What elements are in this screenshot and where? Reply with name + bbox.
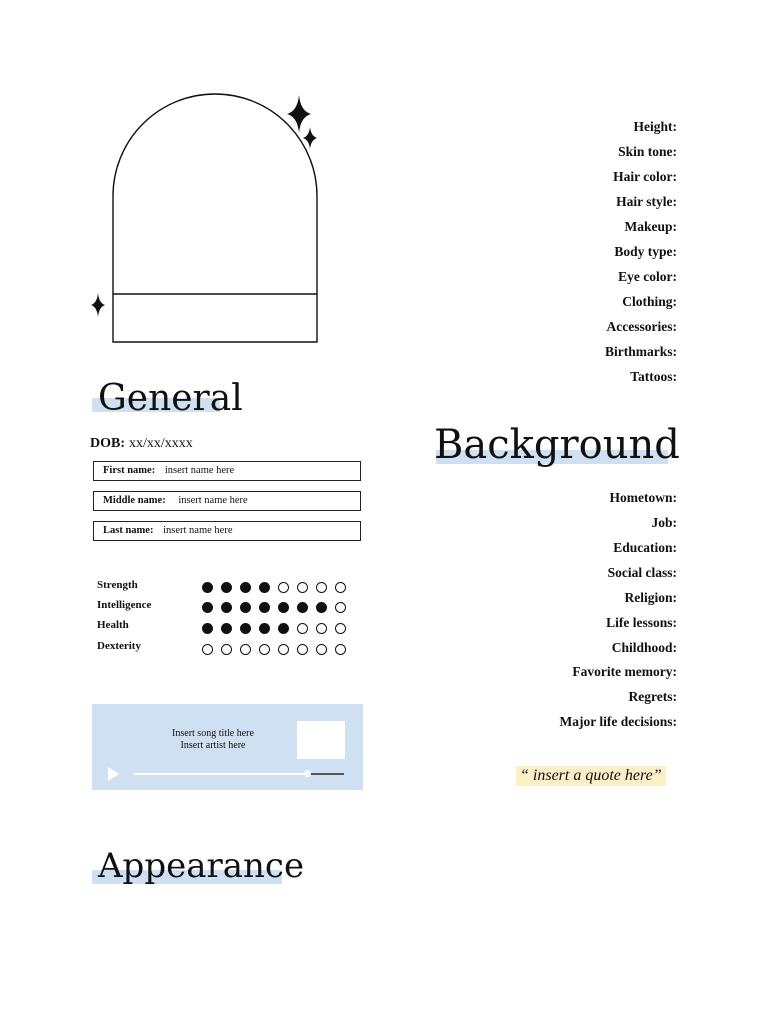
- stat-dot-filled: [202, 623, 213, 634]
- stat-dots-dexterity: [202, 644, 346, 655]
- stat-dot-empty: [278, 644, 289, 655]
- play-icon[interactable]: [108, 767, 119, 781]
- first-name-label: First name:: [103, 465, 156, 476]
- stat-dot-filled: [202, 602, 213, 613]
- heading-appearance: Appearance: [98, 846, 305, 886]
- stat-dots-intelligence: [202, 602, 346, 613]
- middle-name-label: Middle name:: [103, 495, 166, 506]
- progress-handle[interactable]: [304, 770, 311, 777]
- dob-value: xx/xx/xxxx: [129, 436, 193, 451]
- field-childhood: Childhood:: [611, 640, 677, 655]
- field-eye-color: Eye color:: [618, 269, 677, 284]
- stat-dot-empty: [335, 644, 346, 655]
- dob-label: DOB:: [90, 436, 125, 451]
- stat-dot-filled: [278, 623, 289, 634]
- first-name-field[interactable]: [93, 461, 361, 481]
- sparkle-icon: [91, 293, 105, 317]
- field-accessories: Accessories:: [606, 319, 677, 334]
- stat-dot-filled: [259, 602, 270, 613]
- progress-remaining: [308, 773, 344, 775]
- middle-name-value: insert name here: [178, 495, 248, 506]
- stat-dot-filled: [297, 602, 308, 613]
- stat-dot-filled: [316, 602, 327, 613]
- first-name-value: insert name here: [164, 465, 235, 476]
- stat-dot-empty: [221, 644, 232, 655]
- stat-dot-empty: [202, 644, 213, 655]
- album-cover: [297, 721, 345, 759]
- stat-dot-filled: [240, 582, 251, 593]
- stat-label-strength: Strength: [97, 579, 138, 591]
- stat-label-intelligence: Intelligence: [97, 599, 152, 611]
- field-skin-tone: Skin tone:: [618, 144, 677, 159]
- field-favorite-memory: Favorite memory:: [572, 664, 677, 679]
- stat-label-dexterity: Dexterity: [97, 640, 141, 652]
- stat-dot-empty: [316, 644, 327, 655]
- field-clothing: Clothing:: [622, 294, 677, 309]
- stat-dot-empty: [316, 582, 327, 593]
- stat-dot-filled: [221, 623, 232, 634]
- stat-dot-empty: [297, 644, 308, 655]
- field-social-class: Social class:: [607, 565, 677, 580]
- field-job: Job:: [651, 515, 677, 530]
- field-major-life-decisions: Major life decisions:: [559, 714, 677, 729]
- stat-dot-filled: [221, 582, 232, 593]
- stat-dot-empty: [316, 623, 327, 634]
- stat-label-health: Health: [97, 619, 129, 631]
- stat-dot-filled: [221, 602, 232, 613]
- stat-dot-filled: [202, 582, 213, 593]
- field-religion: Religion:: [624, 590, 677, 605]
- field-tattoos: Tattoos:: [630, 369, 677, 384]
- stat-dot-empty: [297, 623, 308, 634]
- field-birthmarks: Birthmarks:: [605, 344, 677, 359]
- dob-field: [90, 436, 193, 452]
- stat-dot-empty: [335, 602, 346, 613]
- sparkle-icon: [303, 127, 317, 149]
- stat-dots-strength: [202, 582, 346, 593]
- stat-dot-filled: [240, 623, 251, 634]
- heading-general: General: [98, 378, 243, 419]
- song-artist: Insert artist here: [180, 740, 246, 751]
- last-name-label: Last name:: [103, 525, 154, 536]
- field-life-lessons: Life lessons:: [606, 615, 677, 630]
- music-player: [92, 704, 363, 790]
- field-education: Education:: [613, 540, 677, 555]
- stat-dot-filled: [278, 602, 289, 613]
- song-title: Insert song title here: [172, 728, 254, 739]
- stat-dot-empty: [240, 644, 251, 655]
- stat-dot-filled: [259, 582, 270, 593]
- stat-dots-health: [202, 623, 346, 634]
- field-makeup: Makeup:: [624, 219, 677, 234]
- stat-dot-empty: [259, 644, 270, 655]
- quote-box: “ insert a quote here”: [516, 766, 666, 786]
- stat-dot-filled: [259, 623, 270, 634]
- stat-dot-empty: [278, 582, 289, 593]
- field-hair-color: Hair color:: [613, 169, 677, 184]
- field-hair-style: Hair style:: [616, 194, 677, 209]
- last-name-field[interactable]: [93, 521, 361, 541]
- stat-dot-filled: [240, 602, 251, 613]
- field-body-type: Body type:: [614, 244, 677, 259]
- middle-name-field[interactable]: [93, 491, 361, 511]
- field-hometown: Hometown:: [609, 490, 677, 505]
- field-regrets: Regrets:: [628, 689, 677, 704]
- last-name-value: insert name here: [163, 525, 233, 536]
- stat-dot-empty: [297, 582, 308, 593]
- field-height: Height:: [633, 119, 677, 134]
- stat-dot-empty: [335, 582, 346, 593]
- stat-dot-empty: [335, 623, 346, 634]
- song-info: [148, 728, 278, 752]
- heading-background: Background: [434, 422, 680, 468]
